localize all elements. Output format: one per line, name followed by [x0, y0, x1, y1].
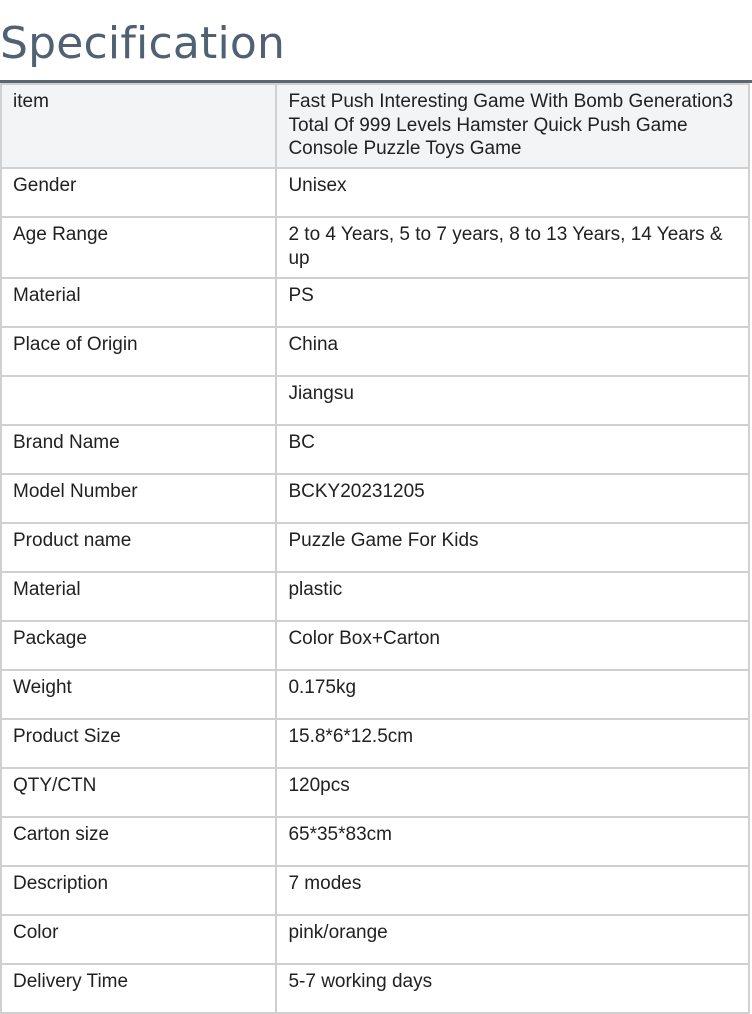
spec-value-cell: Jiangsu: [276, 376, 749, 425]
spec-key-cell: Package: [1, 621, 276, 670]
spec-value-cell: 2 to 4 Years, 5 to 7 years, 8 to 13 Years, 14 Years & up: [276, 217, 749, 278]
table-row: [1, 278, 749, 327]
spec-key-cell: Weight: [1, 670, 276, 719]
spec-value-cell: 0.175kg: [276, 670, 749, 719]
header-key-cell: item: [1, 84, 276, 168]
spec-value-cell: pink/orange: [276, 915, 749, 964]
spec-value-cell: 15.8*6*12.5cm: [276, 719, 749, 768]
spec-value-cell: 120pcs: [276, 768, 749, 817]
table-row: [1, 425, 749, 474]
table-row: [1, 474, 749, 523]
spec-key-cell: Material: [1, 278, 276, 327]
spec-value-cell: BC: [276, 425, 749, 474]
spec-key-cell: Material: [1, 572, 276, 621]
spec-key-cell: Place of Origin: [1, 327, 276, 376]
spec-value-cell: Puzzle Game For Kids: [276, 523, 749, 572]
page-title: Specification: [0, 18, 286, 69]
table-row: [1, 327, 749, 376]
table-row: [1, 572, 749, 621]
table-row: [1, 523, 749, 572]
spec-key-cell: Model Number: [1, 474, 276, 523]
spec-key-cell: Description: [1, 866, 276, 915]
specification-table: [0, 83, 750, 1014]
spec-key-cell: [1, 376, 276, 425]
spec-key-cell: Product name: [1, 523, 276, 572]
spec-value-cell: BCKY20231205: [276, 474, 749, 523]
spec-value-cell: China: [276, 327, 749, 376]
spec-key-cell: Age Range: [1, 217, 276, 278]
table-row: [1, 866, 749, 915]
spec-key-cell: Carton size: [1, 817, 276, 866]
table-row: [1, 768, 749, 817]
spec-value-cell: 5-7 working days: [276, 964, 749, 1013]
table-header-row: [1, 84, 749, 168]
spec-value-cell: 65*35*83cm: [276, 817, 749, 866]
table-row: [1, 817, 749, 866]
table-row: [1, 168, 749, 217]
spec-key-cell: Product Size: [1, 719, 276, 768]
spec-key-cell: Brand Name: [1, 425, 276, 474]
spec-key-cell: QTY/CTN: [1, 768, 276, 817]
table-row: [1, 621, 749, 670]
header-value-cell: Fast Push Interesting Game With Bomb Generation3 Total Of 999 Levels Hamster Quick Push Game Console Puzzle Toys Game: [276, 84, 749, 168]
table-row: [1, 719, 749, 768]
spec-value-cell: 7 modes: [276, 866, 749, 915]
table-row: [1, 964, 749, 1013]
spec-value-cell: Color Box+Carton: [276, 621, 749, 670]
spec-key-cell: Delivery Time: [1, 964, 276, 1013]
spec-value-cell: Unisex: [276, 168, 749, 217]
spec-value-cell: PS: [276, 278, 749, 327]
spec-value-cell: plastic: [276, 572, 749, 621]
table-row: [1, 915, 749, 964]
spec-key-cell: Color: [1, 915, 276, 964]
spec-key-cell: Gender: [1, 168, 276, 217]
table-row: [1, 376, 749, 425]
table-row: [1, 217, 749, 278]
table-row: [1, 670, 749, 719]
